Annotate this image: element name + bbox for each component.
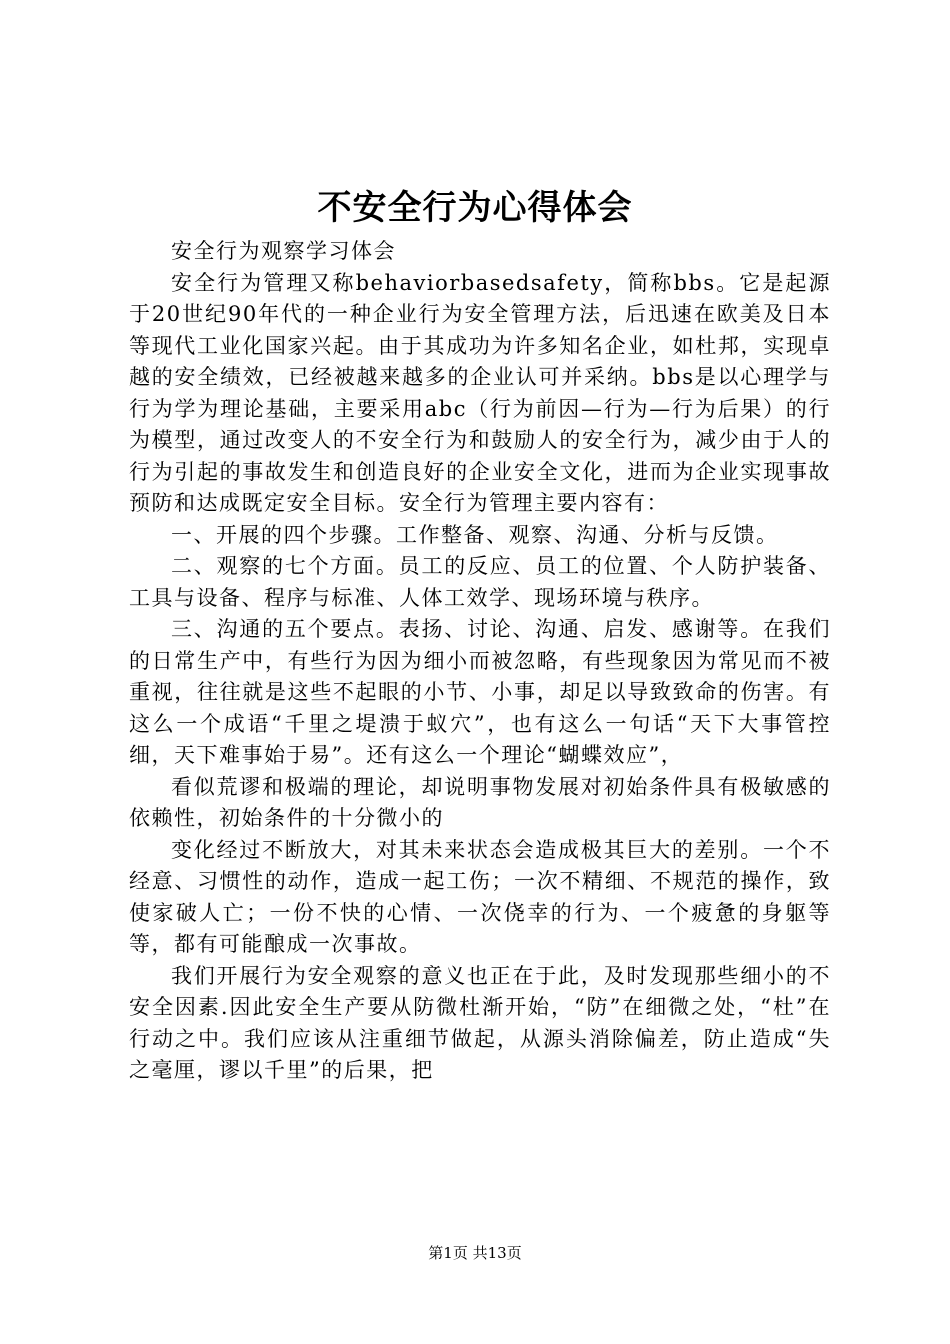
document-body (129, 236, 831, 1087)
paragraph-step-three: 三、沟通的五个要点。表扬、讨论、沟通、启发、感谢等。在我们的日常生产中，有些行为因为细小而被忽略，有些现象因为常见而不被重视，往往就是这些不起眼的小节、小事，却足以导致致命的伤害。有这么一个成语“千里之堤溃于蚁穴”，也有这么一句话“天下大事管控细，天下难事始于易”。还有这么一个理论“蝴蝶效应”， (129, 617, 831, 767)
paragraph-subtitle: 安全行为观察学习体会 (171, 239, 396, 263)
paragraph-significance: 我们开展行为安全观察的意义也正在于此，及时发现那些细小的不安全因素.因此安全生产要从防微杜渐开始，“防”在细微之处，“杜”在行动之中。我们应该从注重细节做起，从源头消除偏差，防止造成“失之毫厘，谬以千里”的后果，把 (129, 963, 831, 1082)
paragraph-theory: 看似荒谬和极端的理论，却说明事物发展对初始条件具有极敏感的依赖性，初始条件的十分微小的 (129, 774, 831, 830)
page-footer: 第1页 共13页 (428, 1244, 522, 1262)
paragraph-step-two: 二、观察的七个方面。员工的反应、员工的位置、个人防护装备、工具与设备、程序与标准、人体工效学、现场环境与秩序。 (129, 554, 831, 610)
paragraph-intro: 安全行为管理又称behaviorbasedsafety，简称bbs。它是起源于20世纪90年代的一种企业行为安全管理方法，后迅速在欧美及日本等现代工业化国家兴起。由于其成功为许多知名企业，如杜邦，实现卓越的安全绩效，已经被越来越多的企业认可并采纳。bbs是以心理学与行为学为理论基础，主要采用abc（行为前因—行为—行为后果）的行为模型，通过改变人的不安全行为和鼓励人的安全行为，减少由于人的行为引起的事故发生和创造良好的企业安全文化，进而为企业实现事故预防和达成既定安全目标。安全行为管理主要内容有： (129, 270, 831, 515)
paragraph-change: 变化经过不断放大，对其未来状态会造成极其巨大的差别。一个不经意、习惯性的动作，造成一起工伤；一次不精细、不规范的操作，致使家破人亡；一份不快的心情、一次侥幸的行为、一个疲惫的身躯等等，都有可能酿成一次事故。 (129, 837, 831, 956)
document-title: 不安全行为心得体会 (317, 188, 633, 228)
paragraph-step-one: 一、开展的四个步骤。工作整备、观察、沟通、分析与反馈。 (171, 522, 779, 547)
